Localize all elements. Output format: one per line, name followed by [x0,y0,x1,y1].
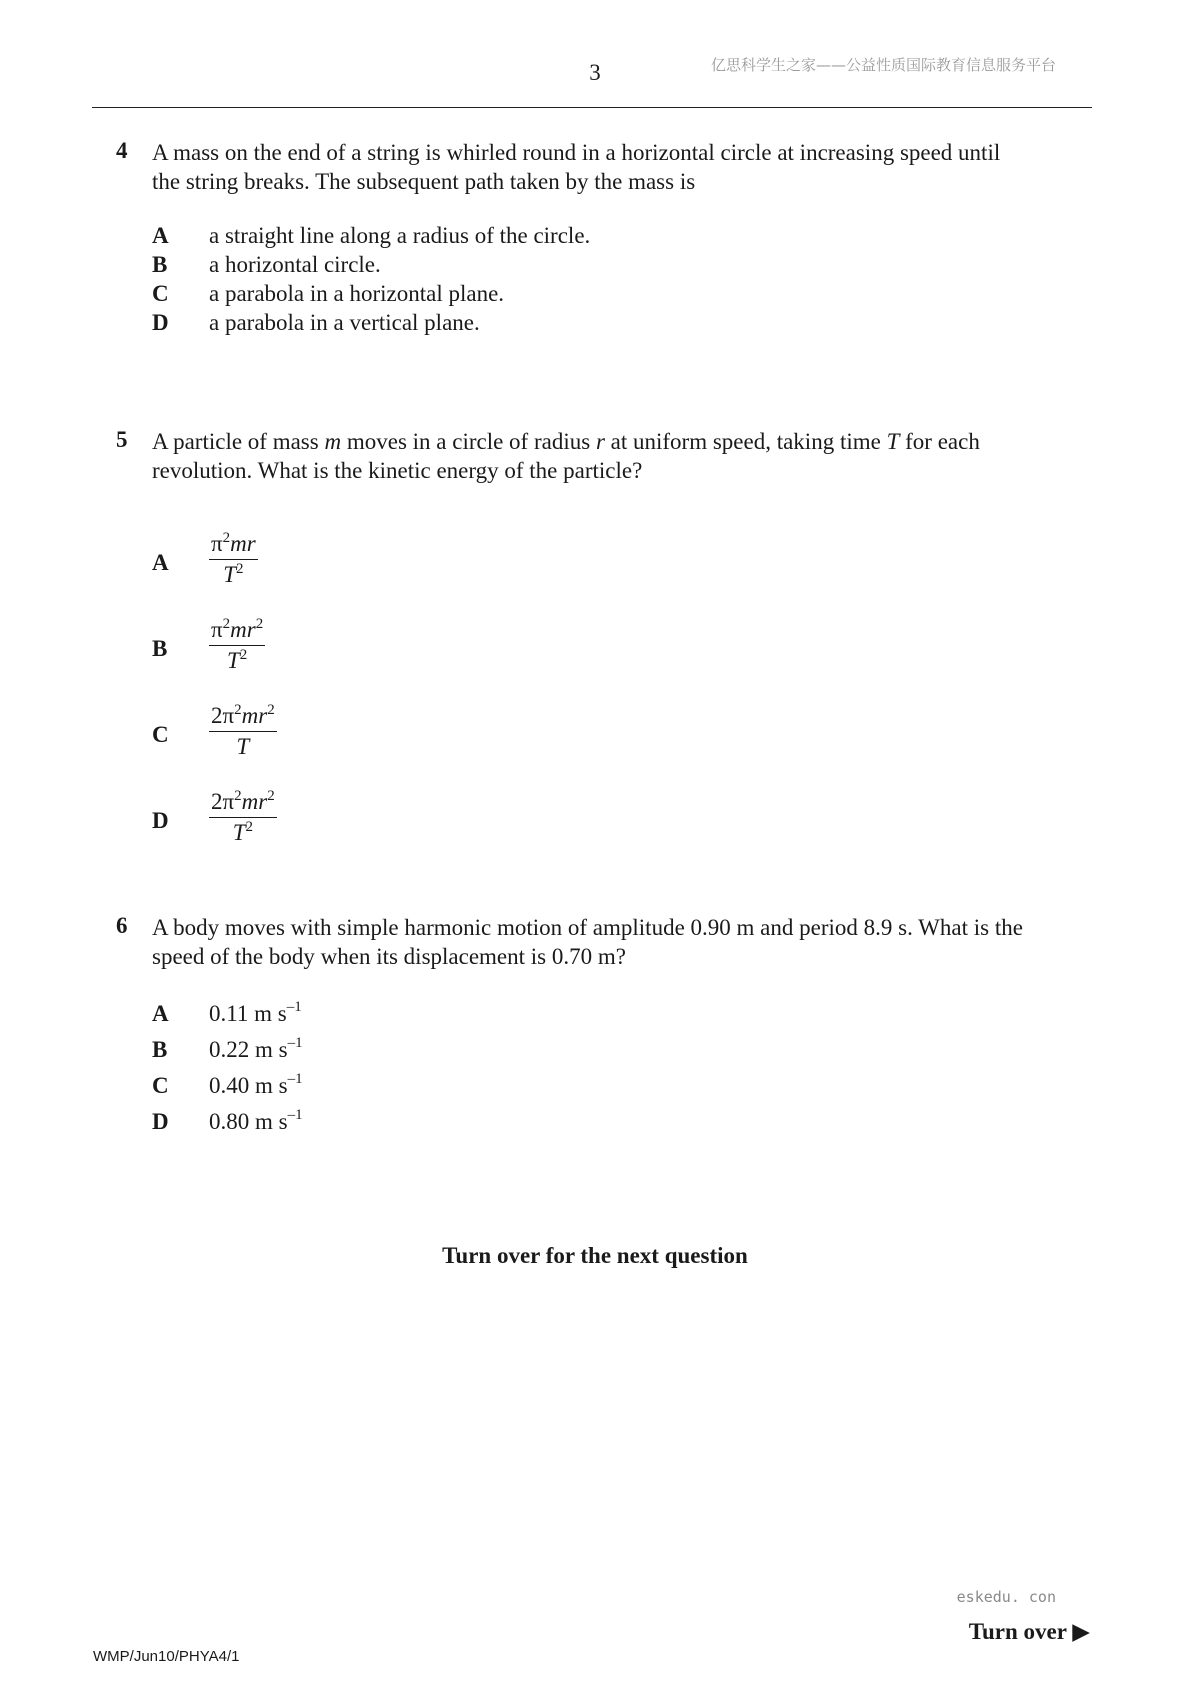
question-6-option-c-value: 0.40 m $s^{-1}$ [209,1071,303,1098]
question-6-option-b-value: 0.22 m $s^{-1}$ [209,1035,303,1062]
question-6-line-2: speed of the body when its displacement is 0.70 m? [152,944,626,969]
question-5-number: 5 [116,427,128,452]
question-5-option-b-letter: B [152,636,168,661]
question-6-option-a-value: 0.11 m $s^{-1}$ [209,999,302,1026]
question-4-option-b-letter: B [152,252,168,277]
header-rule [92,107,1092,108]
question-5-line-2: revolution. What is the kinetic energy of the particle? [152,458,643,483]
question-5-option-d-letter: D [152,808,169,833]
question-4-line-1: A mass on the end of a string is whirled round in a horizontal circle at increasing speed until [152,140,1001,165]
question-5-option-b-formula: $\frac{\pi^2mr^2}{T^2}$ [211,616,264,673]
question-4-option-d-letter: D [152,310,169,335]
question-6-number: 6 [116,913,128,938]
question-6-option-a-letter: A [152,1001,169,1026]
question-4-option-c-text: a parabola in a horizontal plane. [209,281,505,306]
footer-watermark: eskedu. con [956,1588,1056,1606]
question-5-option-a-letter: A [152,550,169,575]
paper-code: WMP/Jun10/PHYA4/1 [93,1648,240,1665]
question-6-option-b-letter: B [152,1037,168,1062]
question-4-line-2: the string breaks. The subsequent path taken by the mass is [152,169,696,194]
question-5-option-c-letter: C [152,722,169,747]
question-5-option-a-formula: $\frac{\pi^2mr}{T^2}$ [211,530,256,587]
question-4-number: 4 [116,138,128,163]
header-watermark: 亿思科学生之家——公益性质国际教育信息服务平台 [710,56,1056,74]
question-5-line-1: A particle of mass m moves in a circle of radius r at uniform speed, taking time T for each [152,429,980,454]
question-4-option-c-letter: C [152,281,169,306]
turn-over-label: Turn over ▶ [968,1619,1090,1644]
question-6-option-c-letter: C [152,1073,169,1098]
question-4-option-a-letter: A [152,223,169,248]
question-6-line-1: A body moves with simple harmonic motion of amplitude 0.90 m and period 8.9 s. What is the [152,915,1023,940]
question-5-option-d-formula: $\frac{2\pi^2mr^2}{T^2}$ [211,788,275,845]
question-6-option-d-letter: D [152,1109,169,1134]
page-number: 3 [589,60,601,85]
question-4-option-a-text: a straight line along a radius of the circle. [209,223,591,248]
question-4-option-b-text: a horizontal circle. [209,252,381,277]
question-6-option-d-value: 0.80 m $s^{-1}$ [209,1107,303,1134]
question-5-option-c-formula: $\frac{2\pi^2mr^2}{T}$ [211,702,275,759]
turn-over-next-question: Turn over for the next question [442,1243,748,1268]
question-4-option-d-text: a parabola in a vertical plane. [209,310,480,335]
